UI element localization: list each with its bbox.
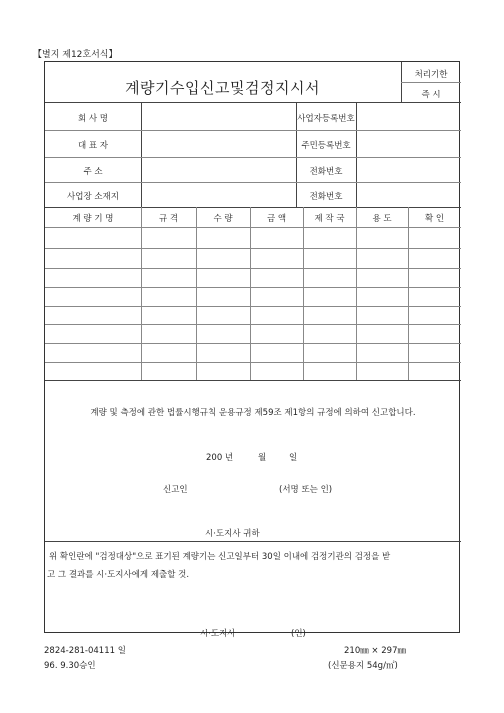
addressee-text: 시·도지사 귀하 [205,529,260,539]
col-header-country: 제 작 국 [314,214,345,224]
col-header-amount: 금 액 [266,214,287,224]
col-header-quantity: 수 량 [213,214,233,224]
phone-label-2: 전화번호 [309,192,343,202]
date-month: 월 [258,453,267,463]
col-header-confirm: 확 인 [424,214,445,224]
date-day: 일 [289,453,298,463]
form-code: 2824-281-04111 일 [44,646,126,656]
company-name-label: 회 사 명 [77,114,109,124]
date-year: 200 년 [206,453,234,463]
phone-label-1: 전화번호 [309,167,343,177]
paper-size: 210㎜ × 297㎜ [344,646,406,656]
resident-reg-label: 주민등록번호 [301,141,351,151]
reporter-label: 신고인 [163,485,188,495]
instruction-line-1: 위 확인란에 "검정대상"으로 표기된 계량기는 신고일부터 30일 이내에 검정기관의 검정을 받 [49,552,391,562]
reporter-sign: (서명 또는 인) [279,485,333,495]
col-header-usage: 용 도 [372,214,392,224]
approval-date: 96. 9.30승인 [44,661,96,671]
address-label: 주 소 [83,167,103,177]
issuer-label: 시·도지사 [200,629,236,639]
paper-type: (신문용지 54g/㎡) [328,661,398,671]
instruction-line-2: 고 그 결과를 시·도지사에게 제출할 것. [47,570,190,580]
report-form [44,61,460,639]
issuer-seal: (인) [291,629,306,639]
deadline-value: 즉 시 [421,90,441,100]
form-title: 계량기수입신고및검정지시서 [125,79,320,97]
workplace-label: 사업장 소재지 [67,192,119,202]
col-header-spec: 규 격 [158,214,179,224]
declaration-text: 계량 및 측정에 관한 법률시행규칙 운용규정 제59조 제1항의 규정에 의하여 신고합니다. [90,408,416,418]
representative-label: 대 표 자 [77,141,109,151]
deadline-label: 처리기한 [414,70,448,80]
form-number-label: 【별지 제12호서식】 [33,50,118,60]
col-header-meter: 계 량 기 명 [72,214,114,224]
business-reg-label: 사업자등록번호 [297,114,355,124]
